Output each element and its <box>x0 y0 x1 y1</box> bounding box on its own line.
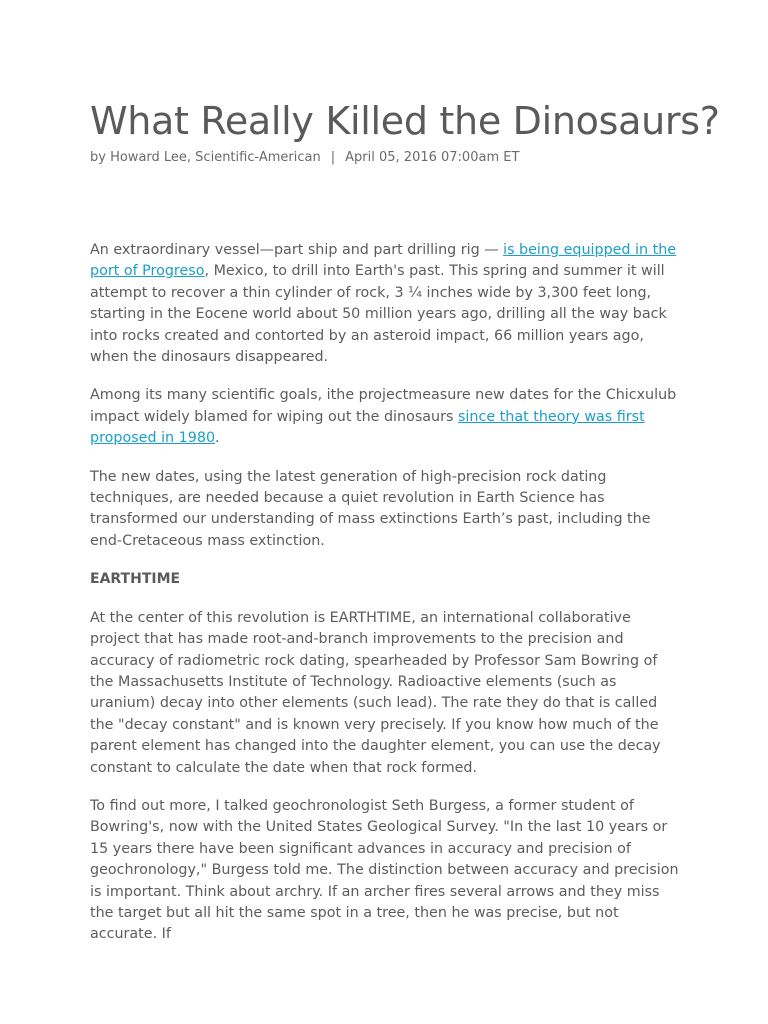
paragraph-text: , Mexico, to drill into Earth's past. This spring and summer it will attempt to recover a thin cylinder of rock, 3 ¼ inches wide by 3,300 feet long, starting in the Eocene world about 50 million years ago, drilling all the way back into rocks created and contorted by an asteroid impact, 66 million years ago, when the dinosaurs disappeared. <box>90 263 667 366</box>
byline-author: by Howard Lee, Scientific-American <box>90 150 321 165</box>
section-heading: EARTHTIME <box>90 571 181 588</box>
paragraph-5: To find out more, I talked geochronologist Seth Burgess, a former student of Bowring's, now with the United States Geological Survey. "In the last 10 years or 15 years there have been significant advances in accuracy and precision of geochronology," Burgess told me. The distinction between accuracy and precision is important. Think about archry. If an archer fires several arrows and they miss the target but all hit the same spot in a tree, then he was precise, but not accurate. If <box>90 797 679 943</box>
article-body <box>90 240 682 963</box>
paragraph-1 <box>90 240 682 368</box>
paragraph-text: . <box>215 430 220 447</box>
progreso-link[interactable]: is being equipped in the port of Progreso <box>90 242 677 280</box>
theory-1980-link[interactable]: since that theory was first proposed in 1980 <box>90 408 645 447</box>
byline-separator: | <box>330 150 336 165</box>
paragraph-text: An extraordinary vessel—part ship and part drilling rig — <box>90 242 504 258</box>
paragraph-4: At the center of this revolution is EARTHTIME, an international collaborative project that has made root-and-branch improvements to the precision and accuracy of radiometric rock dating, spearheaded by Professor Sam Bowring of the Massachusetts Institute of Technology. Radioactive elements (such as uranium) decay into other elements (such lead). The rate they do that is called the "decay constant" and is known very precisely. If you know how much of the parent element has changed into the daughter element, you can use the decay constant to calculate the date when that rock formed. <box>90 609 661 776</box>
paragraph-3: The new dates, using the latest generation of high-precision rock dating techniques, are needed because a quiet revolution in Earth Science has transformed our understanding of mass extinctions Earth’s past, including the end-Cretaceous mass extinction. <box>90 468 651 549</box>
article-title: What Really Killed the Dinosaurs? <box>90 99 720 143</box>
paragraph-text: Among its many scientific goals, ithe projectmeasure new dates for the Chicxulub impact widely blamed for wiping out the dinosaurs <box>90 387 677 425</box>
byline <box>90 149 682 167</box>
article-header <box>90 97 720 167</box>
paragraph-2 <box>90 385 682 449</box>
byline-date: April 05, 2016 07:00am ET <box>345 150 520 165</box>
